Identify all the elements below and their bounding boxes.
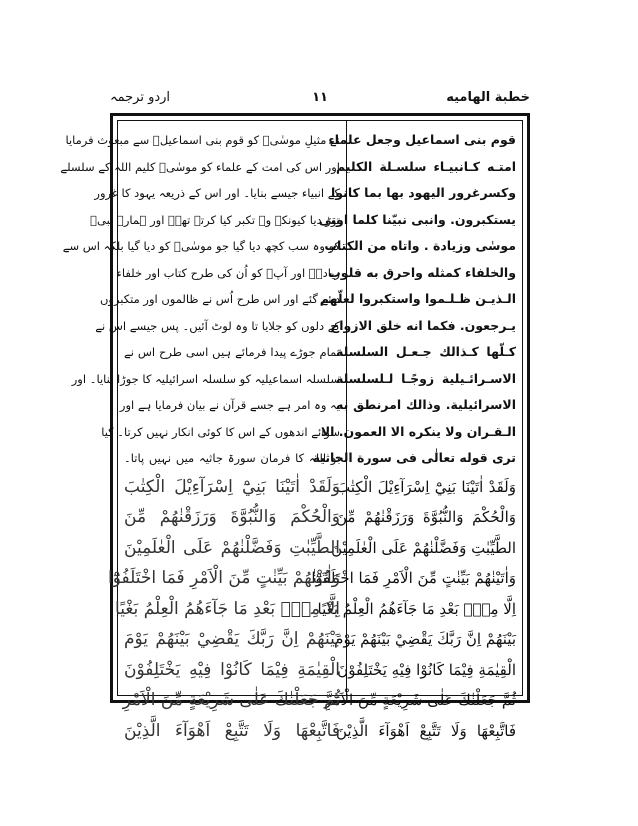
quran-verse-line: ثُمَّ جَعَلْنٰكَ عَلٰى شَرِيْعَةٍ مِّنَ الْاَمْرِ [324,691,516,709]
quran-verse-line: الطَّيِّبٰتِ وَفَضَّلْنٰهُمْ عَلَى الْعٰلَمِيْنَ [124,537,340,558]
quran-verse-line: بَيْنَهُمْ اِنَّ رَبَّكَ يَقْضِيْ بَيْنَهُمْ يَوْمَ [334,630,516,648]
quran-verse-line: وَلَقَدْ اٰتَيْنَا بَنِيْٓ اِسْرَآءِيْلَ الْكِتٰبَ [336,477,516,496]
quran-verse-line: اِلَّا مِنْۢ بَعْدِ مَا جَآءَهُمُ الْعِلْمُ بَغْيًا [115,598,340,619]
quran-verse-line: وَلَقَدْ اٰتَيْنَا بَنِيْٓ اِسْرَآءِيْلَ الْكِتٰبَ [124,476,340,497]
urdu-line: کو وہ سب کچھ دیا گیا جو موسٰیؑ کو دیا گیا بلکہ اس سے [62,239,340,253]
urdu-line: یہ وہ امر ہے جسے قرآن نے بیان فرمایا ہے اور [119,398,340,412]
urdu-line: اور اس کی امت کے علماء کو موسٰیؑ کلیم اللہ کے سلسلے [60,159,340,174]
book-title: خطبة الهاميه [446,90,530,105]
arabic-line: ترى قوله تعالٰى فی سورة الجاثية [312,450,516,465]
urdu-line: سوائے اندھوں کے اس کا کوئی انکار نہیں کرتا۔ کیا [101,424,340,439]
arabic-line: موسٰى وزيادة . واتاه من الكتاب [324,238,516,253]
arabic-line: قوم بنی اسماعیل وجعل علماء [328,132,516,147]
arabic-line: الـذيـن ظـلـموا واستكبروا لعلّهم [319,291,516,306]
quran-verse-line: فَاتَّبِعْهَا وَلَا تَتَّبِعْ اَهْوَآءَ الَّذِيْنَ [336,721,516,740]
arabic-column [311,127,516,740]
urdu-line: زیادہ۔ اور آپؐ کو اُن کی طرح کتاب اور خلفاء [116,265,340,280]
arabic-line: والخلفاء كمثله واحرق به قلوب [328,264,516,280]
arabic-line: يـرجعون. فكما انه خلق الازواج [330,317,516,333]
urdu-column [60,127,340,741]
urdu-line: تو اللہ کا فرمان سورۃ جاثیہ میں نہیں پاتا۔ [124,451,340,465]
urdu-line: نے مثیلِ موسٰیؑ کو قوم بنی اسماعیلؑ سے مبعوث فرمایا [65,133,340,147]
page-header [110,90,530,110]
translation-label: اردو ترجمہ [110,90,171,105]
urdu-line: کے دلوں کو جلایا تا وہ لوٹ آئیں۔ پس جیسے اس نے [95,318,340,333]
quran-verse-line: الْقِيٰمَةِ فِيْمَا كَانُوْا فِيْهِ يَخْتَلِفُوْنَ [124,659,340,680]
quran-verse-line: وَاٰتَيْنٰهُمْ بَيِّنٰتٍ مِّنَ الْاَمْرِ فَمَا اخْتَلَفُوْٓا [311,569,516,587]
quran-verse-line: اِلَّا مِنْۢ بَعْدِ مَا جَآءَهُمُ الْعِلْمُ بَغْيًا [317,599,516,618]
page-number: ١١ [312,90,328,105]
quran-verse-line: الْقِيٰمَةِ فِيْمَا كَانُوْا فِيْهِ يَخْتَلِفُوْنَ . [327,660,516,679]
quran-verse-line: الطَّيِّبٰتِ وَفَضَّلْنٰهُمْ عَلَى الْعٰلَمِيْنَ . [321,538,516,557]
arabic-line: يستكبرون. وانبی نبيّنا كلما اوتی [318,211,516,227]
arabic-line: الاسـرائـيلية زوجًـا لـلسلسلة [336,370,516,386]
arabic-line: الـقـران ولا ينكره الا العمون. الا [320,423,516,439]
arabic-line: كـلّها كـذالك جـعـل السلسلة [336,344,516,359]
page-frame [60,113,530,741]
urdu-line: تمام جوڑے پیدا فرمائے ہیں اسی طرح اس نے [124,345,340,359]
arabic-line: امتـه كـانبيـاء سلسـلة الكليم [336,158,516,174]
page-frame-inner [60,120,523,741]
arabic-line: وكسرغرور اليهود بها بما كانوا [331,185,516,200]
arabic-line: الاسرائيلية. وذالك امرنطق به [336,397,516,412]
urdu-line: سلسلہ اسماعیلیہ کو سلسلہ اسرائیلیہ کا جوڑا بنایا۔ اور [71,371,340,386]
urdu-line: دیئے گئے اور اس طرح اُس نے ظالموں اور متکبروں [99,292,340,306]
urdu-line: کے انبیاء جیسے بنایا۔ اور اس کے ذریعہ یہود کا غرور [94,186,340,200]
quran-verse-line: وَاٰتَيْنٰهُمْ بَيِّنٰتٍ مِّنَ الْاَمْرِ فَمَا اخْتَلَفُوْٓا [108,568,340,588]
quran-verse-line: بَيْنَهُمْ اِنَّ رَبَّكَ يَقْضِيْ بَيْنَهُمْ يَوْمَ [124,629,340,649]
urdu-line: توڑ دیا کیونکہ وہ تکبر کیا کرتے تھے۔ اور ہمارے نبیؐ [90,212,340,227]
quran-verse-line: وَالْحُكْمَ وَالنُّبُوَّةَ وَرَزَقْنٰهُمْ مِّنَ [336,508,516,526]
quran-verse-line: وَالْحُكْمَ وَالنُّبُوَّةَ وَرَزَقْنٰهُمْ مِّنَ [124,507,340,527]
quran-verse-line: فَاتَّبِعْهَا وَلَا تَتَّبِعْ اَهْوَآءَ الَّذِيْنَ [124,720,340,741]
quran-verse-line: ثُمَّ جَعَلْنٰكَ عَلٰى شَرِيْعَةٍ مِّنَ الْاَمْرِ [122,690,340,710]
